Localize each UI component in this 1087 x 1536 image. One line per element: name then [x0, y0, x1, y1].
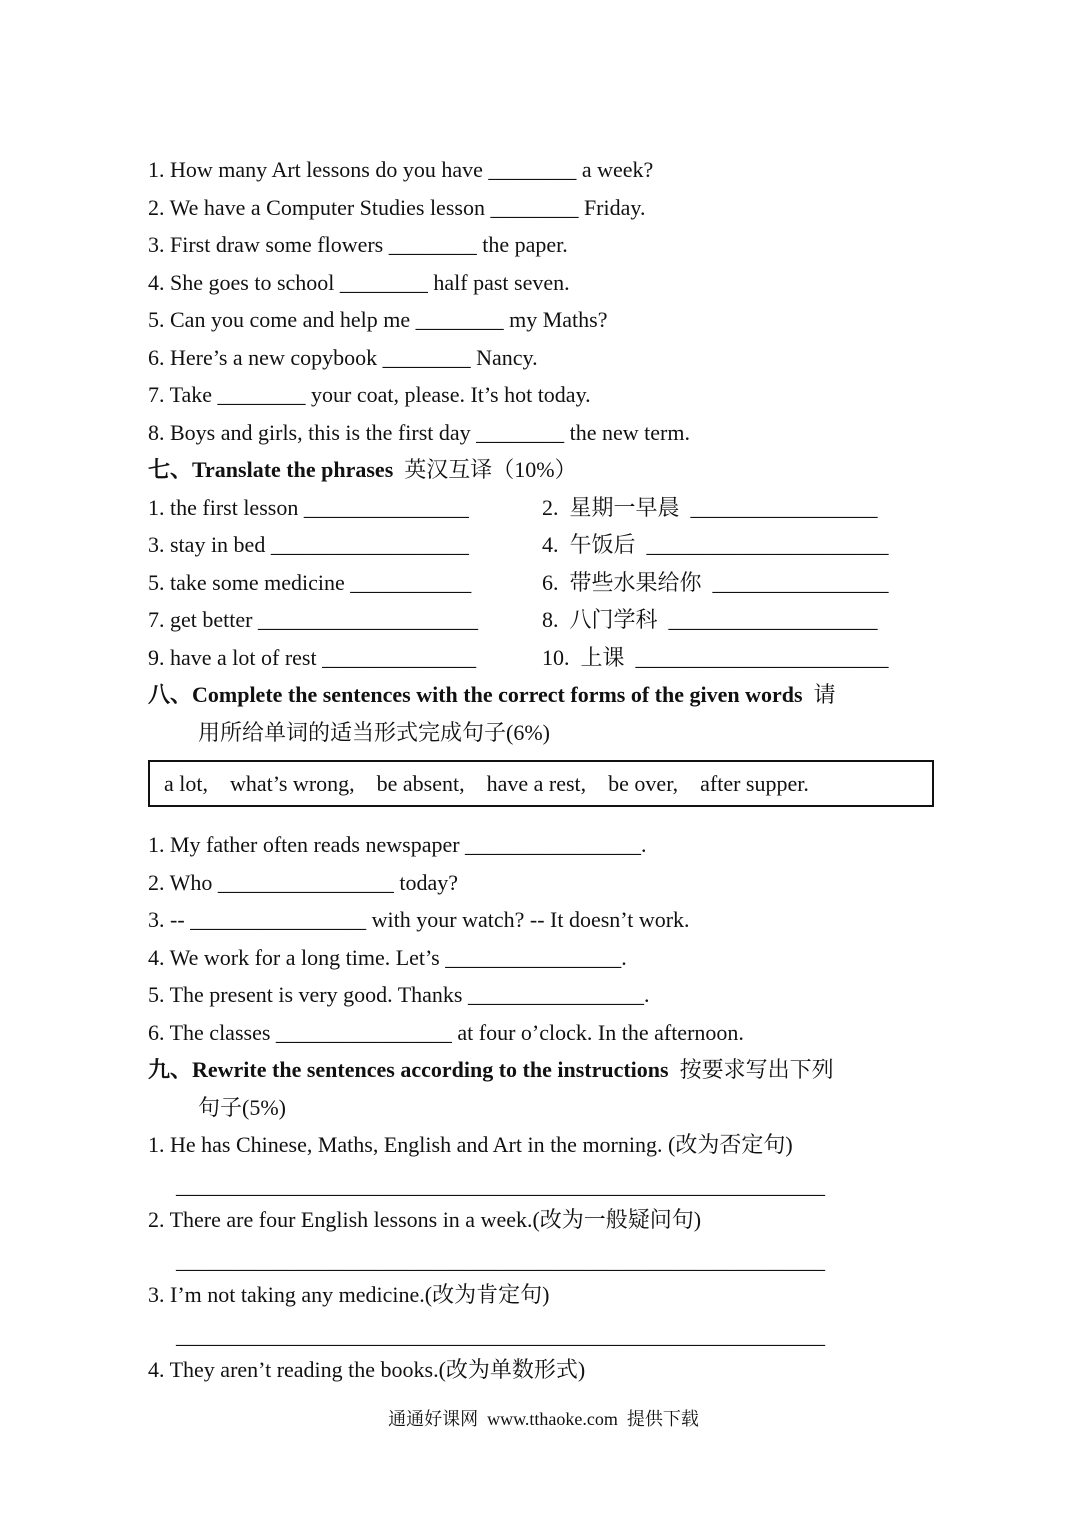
translate-item: 5. take some medicine ___________ [148, 570, 472, 595]
translate-item: 6. 带些水果给你 ________________ [542, 570, 889, 595]
translate-item: 10. 上课 _______________________ [542, 645, 889, 670]
translate-item: 7. get better ____________________ [148, 607, 478, 632]
translate-item: 2. 星期一早晨 _________________ [542, 495, 878, 520]
translate-item: 9. have a lot of rest ______________ [148, 645, 477, 670]
fill-in-item: 2. We have a Computer Studies lesson ________ Friday. [148, 195, 646, 220]
fill-in-item: 1. How many Art lessons do you have ________ a week? [148, 157, 654, 182]
rewrite-item: 3. I’m not taking any medicine.(改为肯定句) [148, 1282, 550, 1307]
fill-in-item: 7. Take ________ your coat, please. It’s hot today. [148, 382, 591, 407]
rewrite-item: 4. They aren’t reading the books.(改为单数形式) [148, 1357, 586, 1382]
heading-chinese: 请 [813, 682, 836, 707]
heading-chinese: 英汉互译（10%） [404, 457, 577, 482]
heading-english: 七、Translate the phrases [148, 457, 394, 482]
complete-item: 5. The present is very good. Thanks ________________. [148, 982, 650, 1007]
answer-line: ___________________________________________________________ [176, 1248, 825, 1273]
answer-line: ___________________________________________________________ [176, 1323, 825, 1348]
heading-chinese-continued: 句子(5%) [198, 1095, 286, 1120]
translate-item: 3. stay in bed __________________ [148, 532, 469, 557]
fill-in-item: 5. Can you come and help me ________ my Maths? [148, 307, 608, 332]
section-heading-rewrite [148, 1056, 834, 1084]
fill-in-item: 3. First draw some flowers ________ the paper. [148, 232, 568, 257]
page-footer: 通通好课网 www.tthaoke.com 提供下载 [388, 1409, 699, 1429]
section-heading-complete [148, 681, 836, 709]
fill-in-item: 4. She goes to school ________ half past seven. [148, 270, 570, 295]
complete-item: 4. We work for a long time. Let’s ________________. [148, 945, 627, 970]
translate-item: 8. 八门学科 ___________________ [542, 607, 878, 632]
complete-item: 2. Who ________________ today? [148, 870, 459, 895]
translate-item: 4. 午饭后 ______________________ [542, 532, 889, 557]
complete-item: 6. The classes ________________ at four o’clock. In the afternoon. [148, 1020, 744, 1045]
heading-chinese: 按要求写出下列 [679, 1057, 834, 1082]
complete-item: 1. My father often reads newspaper ________________. [148, 832, 647, 857]
fill-in-item: 8. Boys and girls, this is the first day ________ the new term. [148, 420, 690, 445]
complete-item: 3. -- ________________ with your watch? -- It doesn’t work. [148, 907, 690, 932]
heading-english: 九、Rewrite the sentences according to the instructions [148, 1057, 669, 1082]
answer-line: ___________________________________________________________ [176, 1173, 825, 1198]
heading-english: 八、Complete the sentences with the correct forms of the given words [148, 682, 803, 707]
rewrite-item: 1. He has Chinese, Maths, English and Art in the morning. (改为否定句) [148, 1132, 793, 1157]
translate-item: 1. the first lesson _______________ [148, 495, 469, 520]
word-box: a lot, what’s wrong, be absent, have a rest, be over, after supper. [148, 760, 934, 807]
section-heading-translate [148, 456, 577, 484]
rewrite-item: 2. There are four English lessons in a week.(改为一般疑问句) [148, 1207, 702, 1232]
heading-chinese-continued: 用所给单词的适当形式完成句子(6%) [198, 720, 550, 745]
fill-in-item: 6. Here’s a new copybook ________ Nancy. [148, 345, 538, 370]
